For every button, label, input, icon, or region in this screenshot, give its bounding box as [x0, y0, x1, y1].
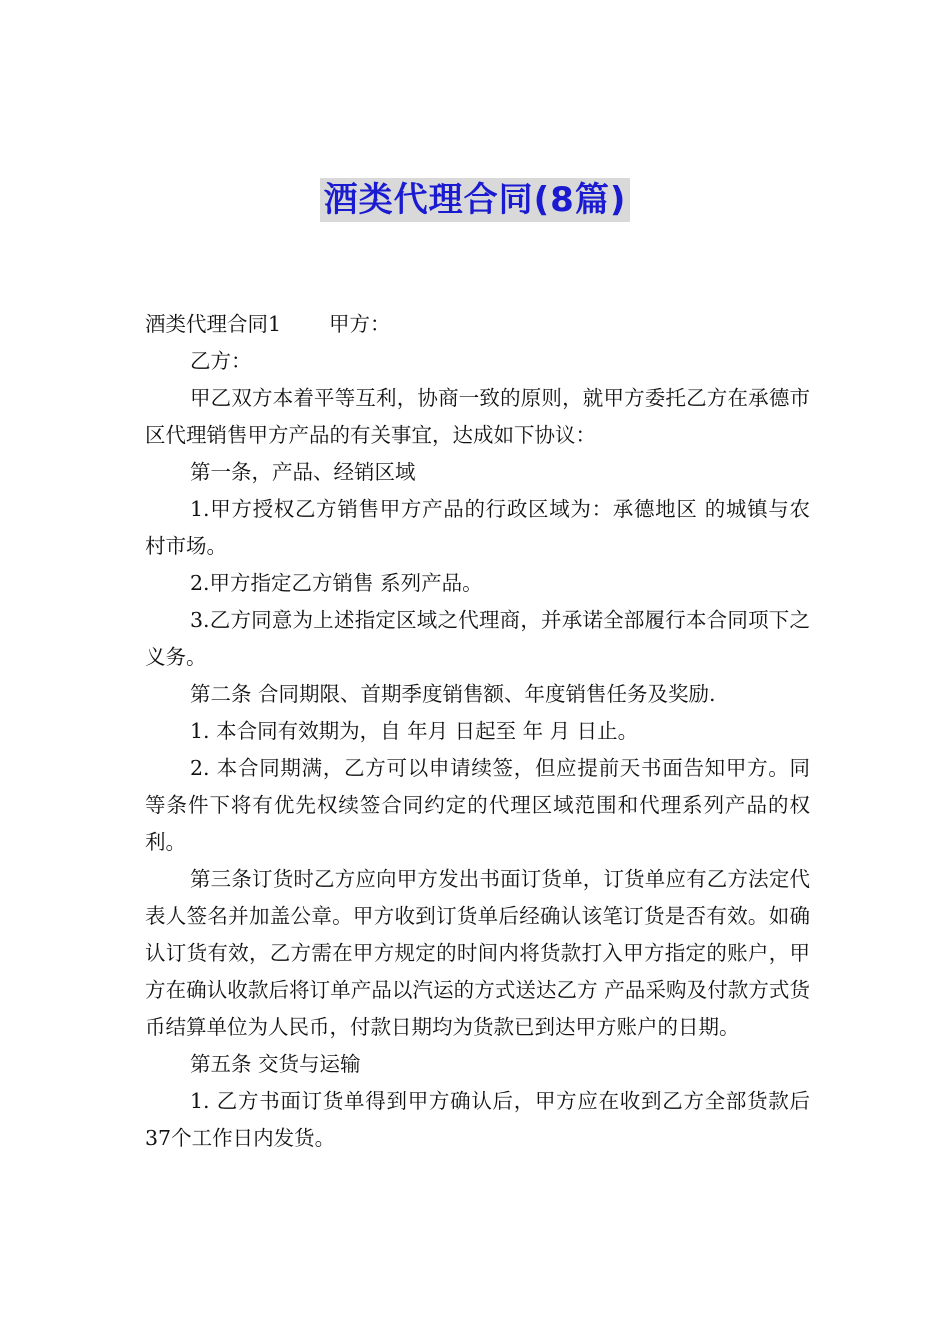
article-3-paragraph: 第三条订货时乙方应向甲方发出书面订货单，订货单应有乙方法定代表人签名并加盖公章。甲方收到订货单后经确认该笔订货是否有效。如确认订货有效，乙方需在甲方规定的时间内将货款打入甲方指定的账户，甲方在确认收款后将订单产品以汽运的方式送达乙方 产品采购及付款方式货币结算单位为人民币，付款日期均为货款已到达甲方账户的日期。 [145, 867, 810, 1039]
article-1-item-3: 3.乙方同意为上述指定区域之代理商，并承诺全部履行本合同项下之义务。 [145, 608, 810, 669]
paragraph-heading-line [145, 306, 810, 343]
contract-subtitle: 酒类代理合同1 [145, 312, 282, 336]
article-2-heading: 第二条 合同期限、首期季度销售额、年度销售任务及奖励. [190, 682, 716, 706]
article-2-item-2: 2. 本合同期满，乙方可以申请续签，但应提前天书面告知甲方。同等条件下将有优先权续签合同约定的代理区域范围和代理系列产品的权利。 [145, 756, 810, 854]
article-5-heading: 第五条 交货与运输 [190, 1052, 361, 1076]
article-1-item-2: 2.甲方指定乙方销售 系列产品。 [190, 571, 483, 595]
document-body [145, 306, 810, 1157]
article-1-heading: 第一条，产品、经销区域 [190, 460, 416, 484]
party-b-label: 乙方： [190, 349, 252, 373]
party-a-label: 甲方： [329, 312, 391, 336]
article-2-item-1: 1. 本合同有效期为，自 年月 日起至 年 月 日止。 [190, 719, 639, 743]
title-container [0, 178, 950, 222]
article-1-item-1: 1.甲方授权乙方销售甲方产品的行政区域为：承德地区 的城镇与农村市场。 [145, 497, 810, 558]
document-title: 酒类代理合同(8篇) [320, 178, 631, 222]
article-5-item-1: 1. 乙方书面订货单得到甲方确认后，甲方应在收到乙方全部货款后37个工作日内发货。 [145, 1089, 810, 1150]
paragraph-preamble: 甲乙双方本着平等互利，协商一致的原则，就甲方委托乙方在承德市区代理销售甲方产品的有关事宜，达成如下协议： [145, 386, 810, 447]
